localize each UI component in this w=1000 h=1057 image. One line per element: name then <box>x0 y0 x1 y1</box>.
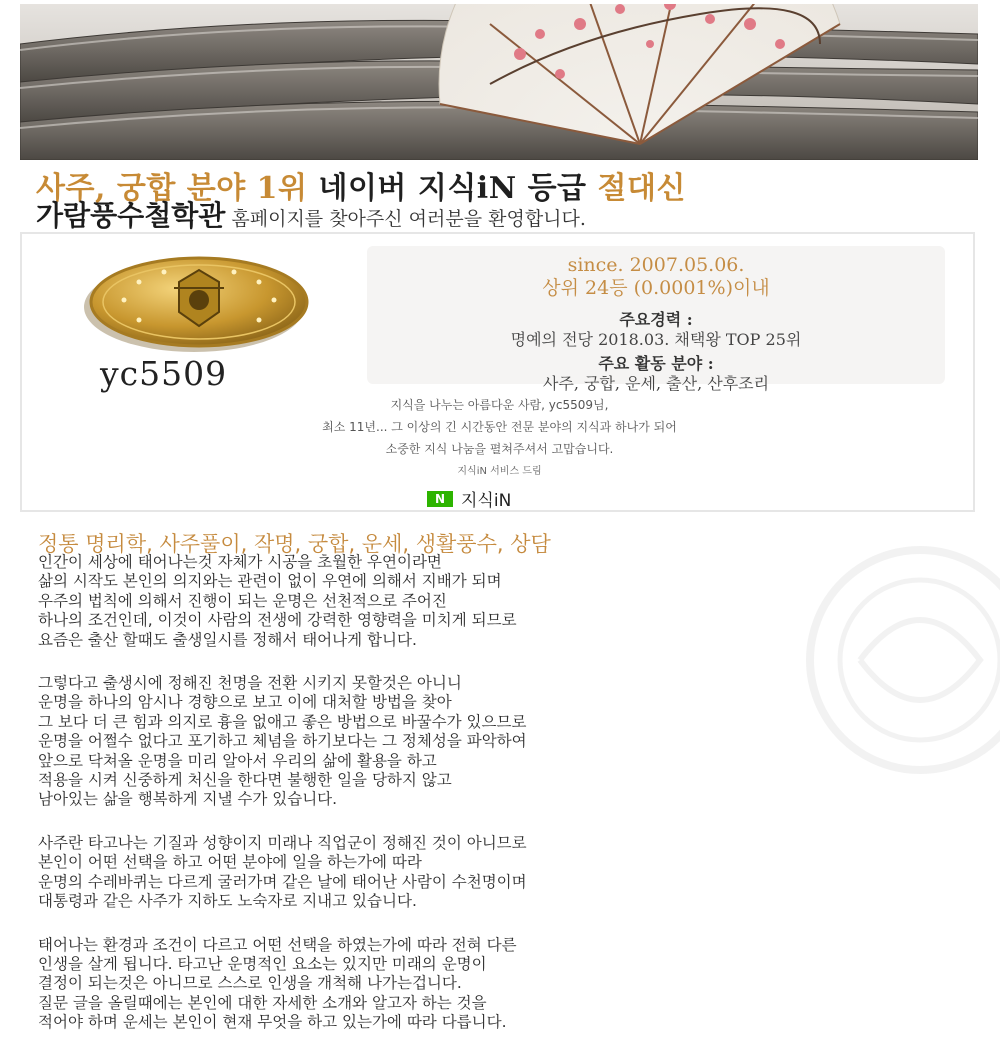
paragraph <box>38 936 983 1033</box>
text-line: 적용을 시켜 신중하게 처신을 한다면 불행한 일을 당하지 않고 <box>38 771 452 790</box>
brand-name: 지식iN <box>461 491 512 511</box>
paragraph <box>38 834 983 912</box>
rank-text: 상위 24등 (0.0001%)이내 <box>542 277 770 299</box>
welcome-text: 홈페이지를 찾아주신 여러분을 환영합니다. <box>225 208 586 230</box>
text-line: 운명을 어쩔수 없다고 포기하고 체념을 하기보다는 그 정체성을 파악하여 <box>38 732 527 751</box>
headline-grade: 네이버 지식iN 등급 <box>307 171 598 206</box>
thanks-message <box>22 394 977 460</box>
hanok-roof-fan-photo <box>20 4 978 160</box>
paragraph <box>38 674 983 810</box>
business-name: 가람풍수철학관 <box>36 199 226 232</box>
article-body <box>38 553 983 1057</box>
text-line: 태어나는 환경과 조건이 다르고 어떤 선택을 하였는가에 따라 전혀 다른 <box>38 935 517 954</box>
thanks-line: 소중한 지식 나눔을 펼쳐주셔서 고맙습니다. <box>385 442 614 456</box>
kin-logo <box>427 486 511 511</box>
thanks-line: 지식을 나누는 아름다운 사람, yc5509님, <box>390 398 609 412</box>
text-line: 운명의 수레바퀴는 다르게 굴러가며 같은 날에 태어난 사람이 수천명이며 <box>38 872 527 891</box>
text-line: 운명을 하나의 암시나 경향으로 보고 이에 대처할 방법을 찾아 <box>38 693 452 712</box>
text-line: 질문 글을 올릴때에는 본인에 대한 자세한 소개와 알고자 하는 것을 <box>38 993 487 1012</box>
headline-level: 절대신 <box>597 171 686 206</box>
welcome-line <box>36 200 986 236</box>
username: yc5509 <box>100 354 228 393</box>
thanks-line: 최소 11년... 그 이상의 긴 시간동안 전문 분야의 지식과 하나가 되어 <box>322 420 677 434</box>
text-line: 인간이 세상에 태어나는것 자체가 시공을 초월한 우연이라면 <box>38 553 442 571</box>
text-line: 사주란 타고나는 기질과 성향이지 미래나 직업군이 정해진 것이 아니므로 <box>38 833 527 852</box>
hero-image <box>20 4 978 160</box>
career-title: 주요경력 : <box>619 310 693 329</box>
text-line: 결정이 되는것은 아니므로 스스로 인생을 개척해 나가는겁니다. <box>38 974 462 993</box>
naver-n-icon: N <box>427 491 453 507</box>
text-line: 하나의 조건인데, 이것이 사람의 전생에 강력한 영향력을 미치게 되므로 <box>38 611 517 630</box>
paragraph <box>38 553 983 650</box>
text-line: 남아있는 삶을 행복하게 지낼 수가 있습니다. <box>38 790 338 809</box>
text-line: 우주의 법칙에 의해서 진행이 되는 운명은 선천적으로 주어진 <box>38 591 447 610</box>
text-line: 그 보다 더 큰 힘과 의지로 흉을 없애고 좋은 방법으로 바꿀수가 있으므로 <box>38 712 527 731</box>
text-line: 적어야 하며 운세는 본인이 현재 무엇을 하고 있는가에 따라 다릅니다. <box>38 1013 507 1032</box>
text-line: 본인이 어떤 선택을 하고 어떤 분야에 일을 하는가에 따라 <box>38 853 422 872</box>
gold-medal-icon <box>84 252 324 352</box>
career-value: 명예의 전당 2018.03. 채택왕 TOP 25위 <box>510 330 802 349</box>
text-line: 대통령과 같은 사주가 지하도 노숙자로 지내고 있습니다. <box>38 892 417 911</box>
since-date: since. 2007.05.06. <box>567 254 745 276</box>
expert-info-box <box>367 246 945 393</box>
service-team: 지식iN 서비스 드림 <box>457 466 542 477</box>
text-line: 요즘은 출산 할때도 출생일시를 정해서 태어나게 합니다. <box>38 630 417 649</box>
text-line: 인생을 살게 됩니다. 타고난 운명적인 요소는 있지만 미래의 운명이 <box>38 954 487 973</box>
expert-certificate <box>20 232 975 512</box>
headline-rank: 사주, 궁합 분야 1위 <box>36 171 308 206</box>
text-line: 삶의 시작도 본인의 의지와는 관련이 없이 우연에 의해서 지배가 되며 <box>38 572 502 591</box>
field-title: 주요 활동 분야 : <box>598 354 714 373</box>
text-line: 앞으로 닥쳐올 운명을 미리 알아서 우리의 삶에 활용을 하고 <box>38 751 437 770</box>
text-line: 그렇다고 출생시에 정해진 천명을 전환 시키지 못할것은 아니니 <box>38 674 462 693</box>
field-value: 사주, 궁합, 운세, 출산, 산후조리 <box>542 374 770 393</box>
article-title: 정통 명리학, 사주풀이, 작명, 궁합, 운세, 생활풍수, 상담 <box>38 532 551 556</box>
